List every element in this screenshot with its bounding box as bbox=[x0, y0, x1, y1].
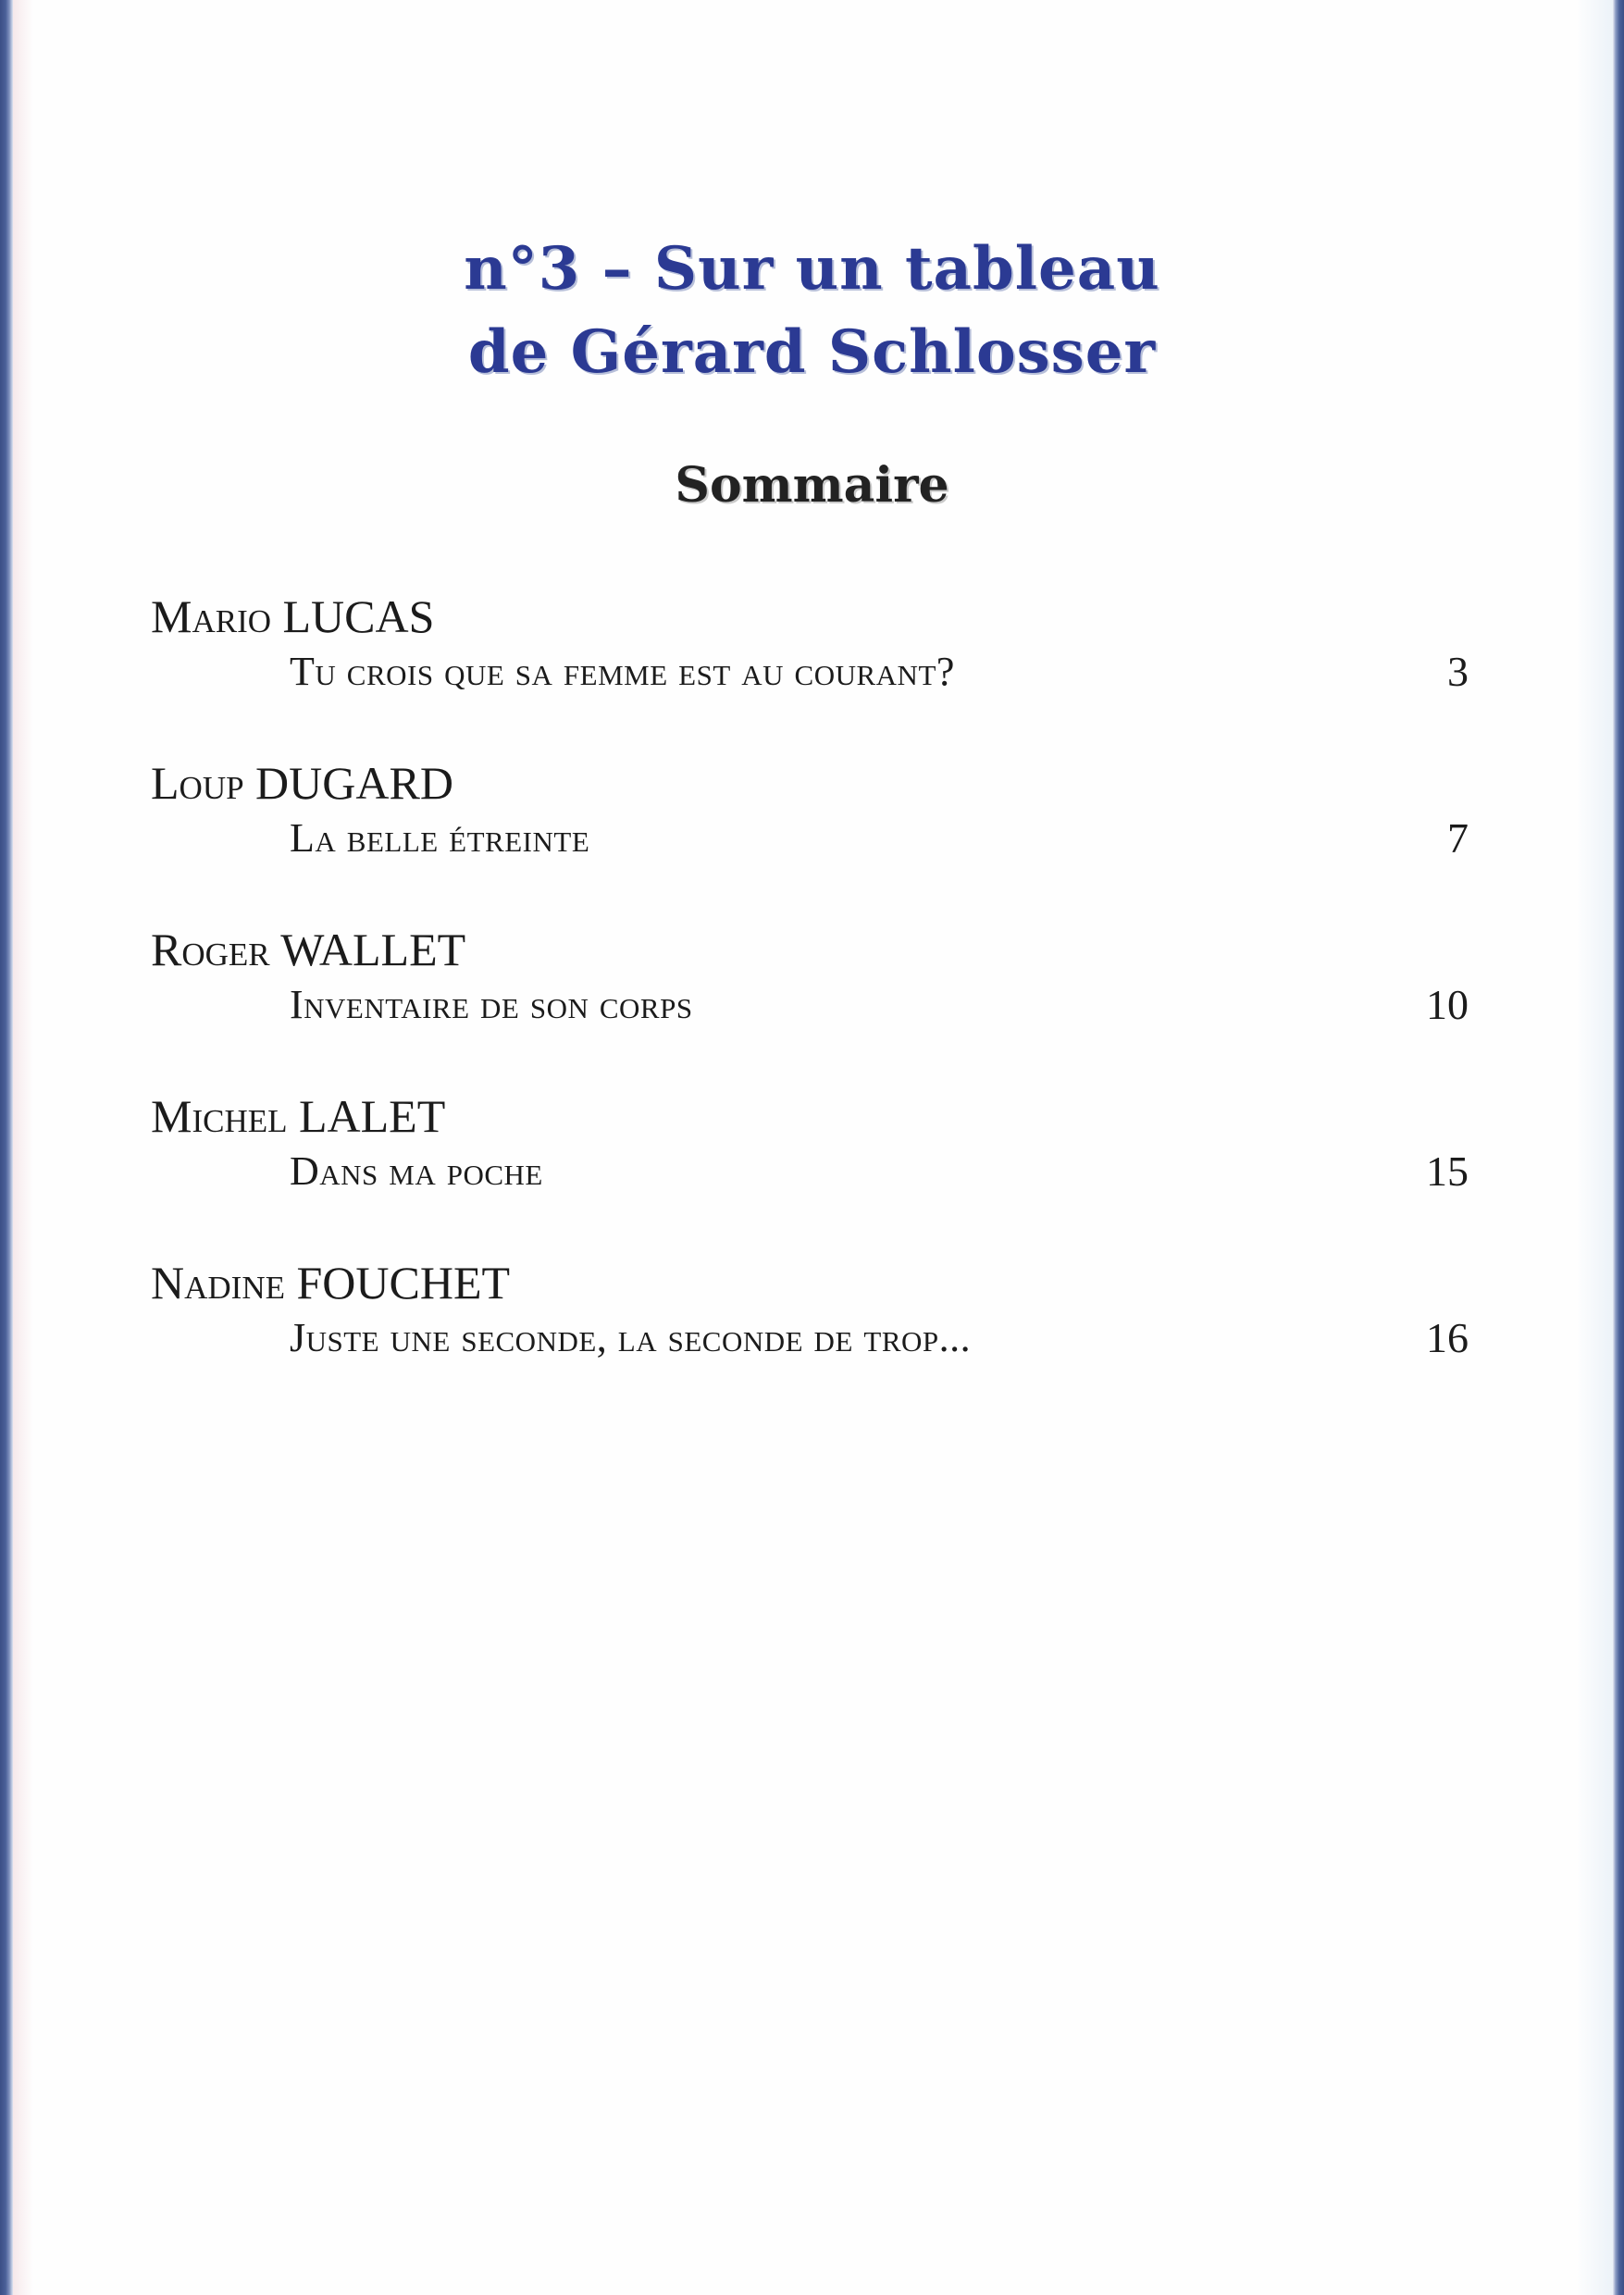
toc-page-number: 7 bbox=[1447, 814, 1469, 862]
toc-page-number: 3 bbox=[1447, 648, 1469, 695]
toc-author: Michel LALET bbox=[151, 1090, 446, 1142]
toc-work-title: Inventaire de son corps bbox=[290, 982, 693, 1027]
toc-page-number: 10 bbox=[1426, 981, 1469, 1028]
toc-entry bbox=[151, 1086, 1469, 1253]
toc-author: Roger WALLET bbox=[151, 924, 466, 975]
toc-work-title: Juste une seconde, la seconde de trop... bbox=[290, 1315, 972, 1360]
toc-work-title: Dans ma poche bbox=[290, 1148, 543, 1194]
issue-title bbox=[0, 228, 1624, 394]
toc-entry bbox=[151, 587, 1469, 753]
toc-page-number: 15 bbox=[1426, 1148, 1469, 1195]
toc-author: Loup DUGARD bbox=[151, 757, 453, 809]
toc-entry bbox=[151, 1253, 1469, 1420]
toc-work-title: La belle étreinte bbox=[290, 815, 590, 861]
issue-title-line-1: n°3 – Sur un tableau bbox=[464, 234, 1160, 304]
toc-author: Nadine FOUCHET bbox=[151, 1257, 511, 1309]
toc-entry bbox=[151, 920, 1469, 1086]
table-of-contents bbox=[151, 587, 1469, 1420]
toc-author: Mario LUCAS bbox=[151, 590, 435, 642]
issue-title-line-2: de Gérard Schlosser bbox=[467, 317, 1157, 387]
toc-page-number: 16 bbox=[1426, 1314, 1469, 1361]
summary-heading: Sommaire bbox=[675, 457, 949, 514]
toc-entry bbox=[151, 753, 1469, 920]
toc-work-title: Tu crois que sa femme est au courant? bbox=[290, 649, 955, 694]
